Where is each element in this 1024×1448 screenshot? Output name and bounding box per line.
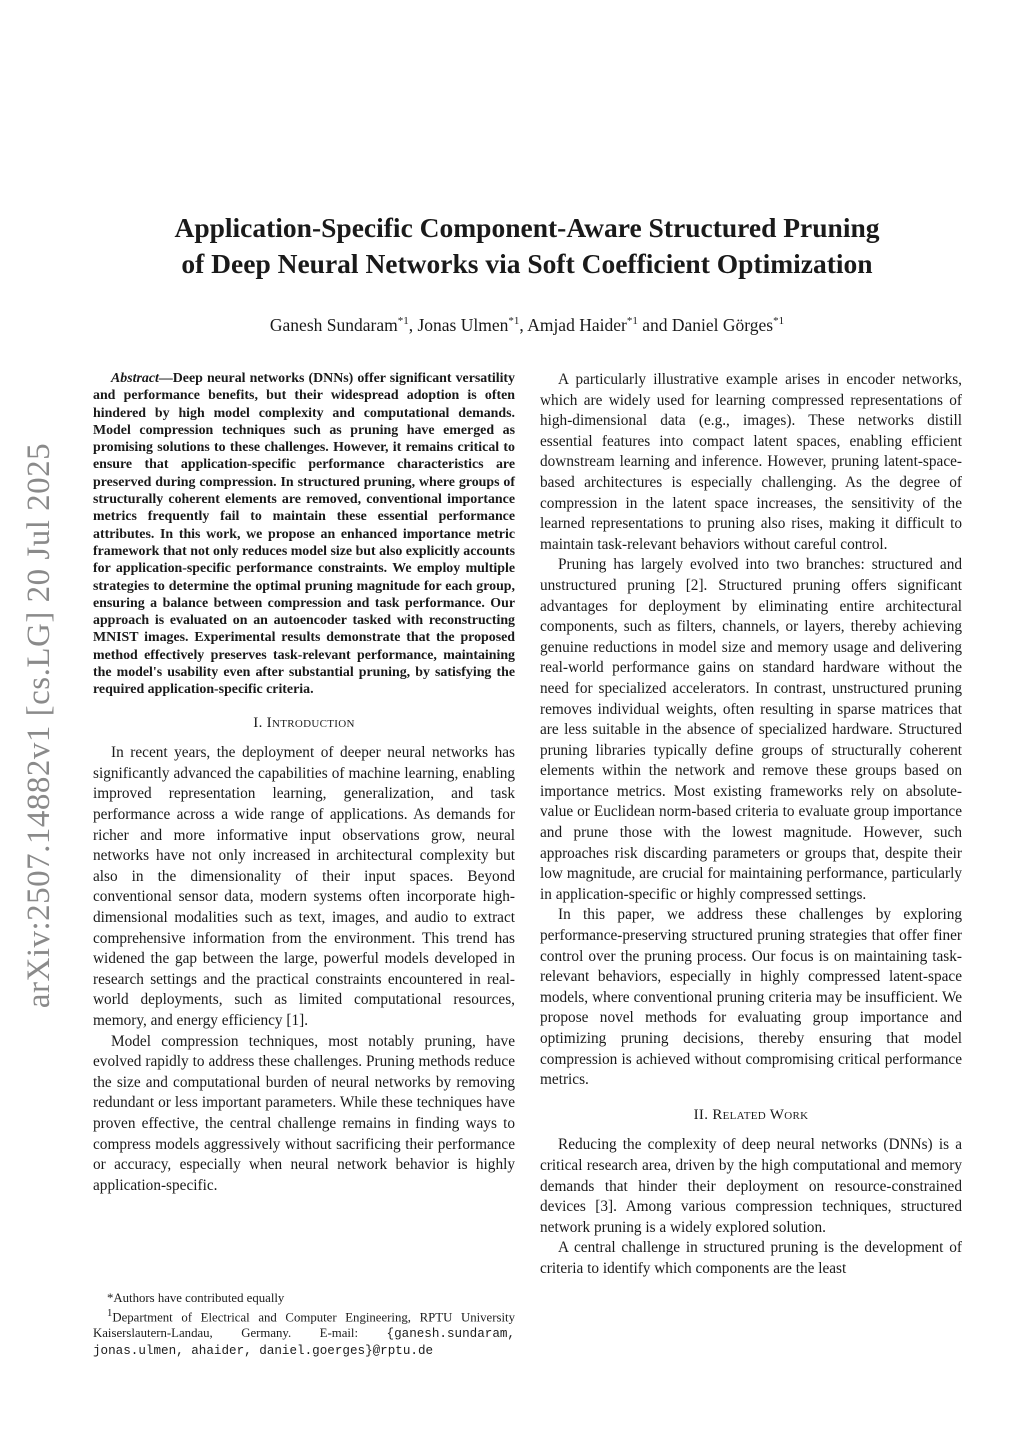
body-paragraph: A particularly illustrative example arises in encoder networks, which are widely used for learning compressed representations of high-dimensional data (e.g., images). These networks distill essential features into compact latent spaces, enabling efficient downstream learning and inference. However, pruning latent-space-based architectures is especially challenging. As the degree of compression in the latent space increases, the sensitivity of the learned representations to pruning also rises, making it difficult to maintain task-relevant behaviors without careful control.: [540, 371, 962, 553]
arxiv-stamp: [20, 435, 60, 1015]
abstract-label: Abstract: [111, 371, 159, 386]
author-separator: ,: [519, 314, 528, 335]
right-column: [540, 370, 962, 1280]
footnote-email: {ganesh.sundaram, jonas.ulmen, ahaider, daniel.goerges}@rptu.de: [93, 1327, 515, 1359]
author-mark: *1: [773, 315, 785, 327]
title-line-1: Application-Specific Component-Aware Structured Pruning: [174, 212, 880, 243]
author-mark: *1: [626, 315, 638, 327]
author-mark: *1: [508, 315, 520, 327]
abstract-text: Deep neural networks (DNNs) offer significant versatility and performance benefits, but their widespread adoption is often hindered by high model complexity and computational demands. Model compression techniques such as pruning have emerged as promising solutions to these challenges. However, it remains critical to ensure that application-specific performance characteristics are preserved during compression. In structured pruning, where groups of structurally coherent elements are removed, conventional importance metrics frequently fail to maintain these essential performance attributes. In this work, we propose an enhanced importance metric framework that not only reduces model size but also explicitly accounts for application-specific performance constraints. We employ multiple strategies to determine the optimal pruning magnitude for each group, ensuring a balance between compression and task performance. Our approach is evaluated on an autoencoder tasked with reconstructing MNIST images. Experimental results demonstrate that the proposed method effectively preserves task-relevant performance, maintaining the model's usability even after substantial pruning, by satisfying the required application-specific criteria.: [93, 371, 515, 698]
author-separator: and: [637, 314, 672, 335]
footnote-affiliation: [93, 1306, 515, 1359]
related-work-paragraph: Reducing the complexity of deep neural networks (DNNs) is a critical research area, driven by the high computational and memory demands that hinder their deployment on resource-constrained devices [3]. Among various compression techniques, structured network pruning is a widely explored solution.: [540, 1136, 962, 1236]
author-name: Daniel Görges: [671, 314, 774, 335]
paper-title: [100, 210, 954, 282]
author-separator: ,: [408, 314, 418, 335]
arxiv-id: arXiv:2507.14882v1 [cs.LG] 20 Jul 2025: [21, 442, 58, 1008]
footnote-affiliation-text: Department of Electrical and Computer Engineering, RPTU University Kaiserslautern-Landau, Germany. E-mail:: [93, 1310, 515, 1341]
author-mark: *1: [397, 315, 409, 327]
footnote-equal-contribution: *Authors have contributed equally: [107, 1291, 285, 1305]
author-name: Ganesh Sundaram: [269, 314, 398, 335]
intro-paragraph: Model compression techniques, most notably pruning, have evolved rapidly to address these challenges. Pruning methods reduce the size and computational burden of neural networks by removing redundant or less important parameters. While these techniques have proven effective, the central challenge remains in finding ways to compress models aggressively without sacrificing their performance or accuracy, especially when neural network behavior is highly application-specific.: [93, 1032, 515, 1194]
author-name: Amjad Haider: [527, 314, 627, 335]
abstract: [93, 370, 515, 699]
author-list: [100, 309, 954, 337]
title-line-2: of Deep Neural Networks via Soft Coefficient Optimization: [181, 248, 873, 279]
intro-paragraph: In recent years, the deployment of deeper neural networks has significantly advanced the capabilities of machine learning, enabling improved representation learning, generalization, and task performance across a wide range of applications. As demands for richer and more informative input observations grow, neural networks have not only increased in architectural complexity but also in the dimensionality of their input spaces. Beyond conventional sensor data, modern systems often incorporate high-dimensional modalities such as text, images, and audio to extract comprehensive information from the environment. This trend has widened the gap between the large, powerful models developed in research settings and the practical constraints encountered in real-world deployments, such as limited computational resources, memory, and energy efficiency [1].: [93, 744, 515, 1029]
author-name: Jonas Ulmen: [417, 314, 509, 335]
footnote-mark: 1: [107, 1308, 113, 1319]
left-column: [93, 370, 515, 1196]
footnotes: [93, 1290, 515, 1359]
abstract-dash: —: [158, 371, 173, 386]
body-paragraph: In this paper, we address these challenges by exploring performance-preserving structured pruning strategies that offer finer control over the pruning process. Our focus is on maintaining task-relevant behaviors, especially in highly compressed latent-space models, where conventional pruning criteria may be insufficient. We propose novel methods for evaluating group importance and optimizing pruning decisions, thereby ensuring that model compression is achieved without compromising critical performance metrics.: [540, 906, 962, 1089]
body-paragraph: Pruning has largely evolved into two branches: structured and unstructured pruning [2]. Structured pruning offers significant advantages for deployment by eliminating entire architectural components, such as filters, channels, or layers, thereby achieving genuine reductions in model size and memory usage and delivering real-world performance gains on standard hardware without the need for specialized accelerators. In contrast, unstructured pruning removes individual weights, often resulting in sparse matrices that are less suitable in the absence of specialized hardware. Structured pruning libraries typically define groups of structurally coherent elements within the network and remove these groups based on importance metrics. Most existing frameworks rely on absolute-value or Euclidean norm-based criteria to evaluate group importance and prune those with the lowest magnitude. However, such approaches risk discarding parameters or groups that, despite their low magnitude, are crucial for maintaining performance, particularly in application-specific or highly compressed settings.: [540, 556, 962, 903]
related-work-paragraph: A central challenge in structured pruning is the development of criteria to identify which components are the least: [540, 1239, 962, 1277]
section-heading-introduction: I. Introduction: [253, 714, 355, 731]
section-heading-related-work: II. Related Work: [693, 1106, 809, 1123]
